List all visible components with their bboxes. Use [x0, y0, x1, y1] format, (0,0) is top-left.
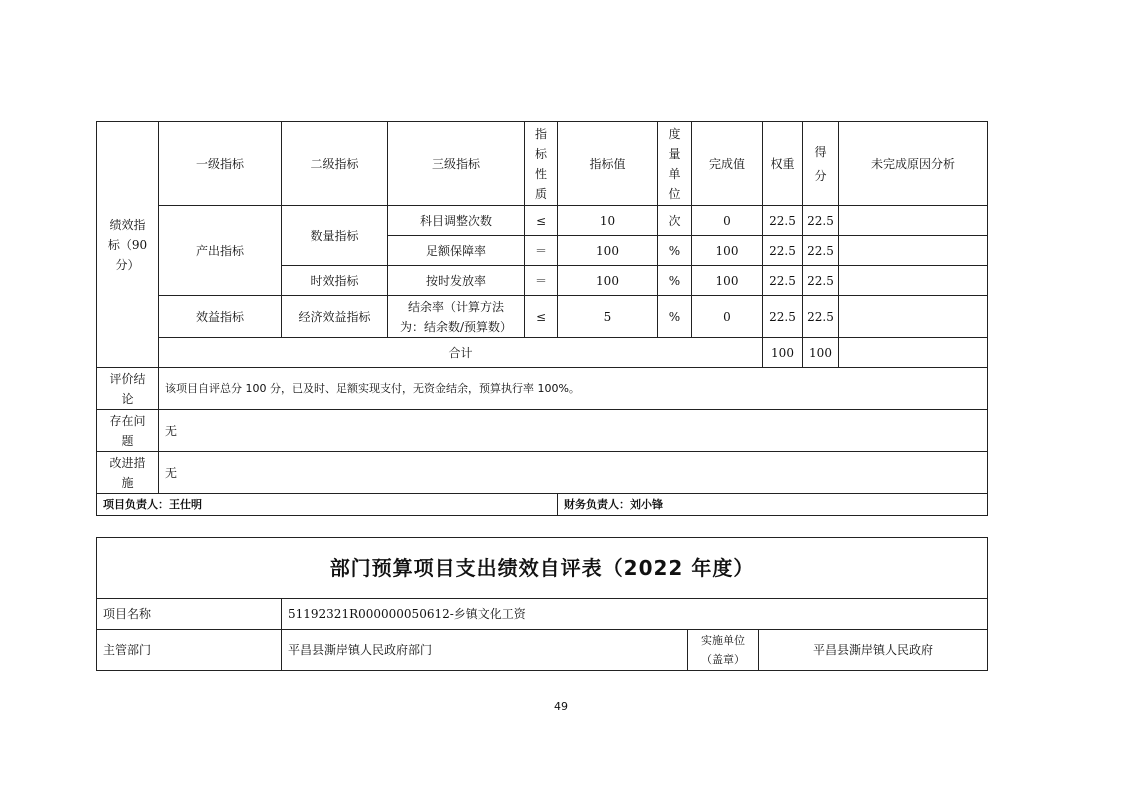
- row-indicator: 结余率（计算方法为：结余数/预算数）: [388, 296, 525, 338]
- measures-text: 无: [159, 452, 988, 494]
- section-label: 绩效指标（90分）: [97, 122, 159, 368]
- conclusion-label: 评价结论: [97, 368, 159, 410]
- group-quantity: 数量指标: [282, 206, 388, 266]
- row-indicator: 科目调整次数: [388, 206, 525, 236]
- group-economic: 经济效益指标: [282, 296, 388, 338]
- project-name-row: [97, 599, 988, 630]
- row-indicator: 足额保障率: [388, 236, 525, 266]
- performance-indicator-table: [96, 121, 988, 516]
- row-unit: %: [658, 266, 692, 296]
- row-score: 22.5: [803, 206, 839, 236]
- row-actual: 100: [692, 266, 763, 296]
- header-score: 得分: [803, 122, 839, 206]
- header-level1: 一级指标: [159, 122, 282, 206]
- header-level2: 二级指标: [282, 122, 388, 206]
- total-score: 100: [803, 338, 839, 368]
- row-value: 100: [558, 266, 658, 296]
- row-actual: 100: [692, 236, 763, 266]
- row-nature: ≤: [525, 206, 558, 236]
- row-weight: 22.5: [763, 266, 803, 296]
- signature-row: [97, 494, 988, 516]
- impl-unit-value: 平昌县澌岸镇人民政府: [759, 630, 988, 671]
- row-score: 22.5: [803, 236, 839, 266]
- row-weight: 22.5: [763, 206, 803, 236]
- impl-unit-label: 实施单位 （盖章）: [688, 630, 759, 671]
- total-weight: 100: [763, 338, 803, 368]
- conclusion-row: [97, 368, 988, 410]
- table-row: [97, 296, 988, 338]
- header-reason: 未完成原因分析: [839, 122, 988, 206]
- page-number: 49: [554, 700, 568, 713]
- dept-label: 主管部门: [97, 630, 282, 671]
- form-title-row: [97, 538, 988, 599]
- header-actual: 完成值: [692, 122, 763, 206]
- table-row: [97, 206, 988, 236]
- problems-text: 无: [159, 410, 988, 452]
- row-weight: 22.5: [763, 236, 803, 266]
- header-value: 指标值: [558, 122, 658, 206]
- row-score: 22.5: [803, 266, 839, 296]
- measures-row: [97, 452, 988, 494]
- form-title: 部门预算项目支出绩效自评表（2022 年度）: [97, 538, 988, 599]
- group-timeliness: 时效指标: [282, 266, 388, 296]
- row-value: 10: [558, 206, 658, 236]
- row-weight: 22.5: [763, 296, 803, 338]
- row-reason: [839, 266, 988, 296]
- project-name-value: 51192321R000000050612-乡镇文化工资: [282, 599, 988, 630]
- problems-label: 存在问题: [97, 410, 159, 452]
- project-name-label: 项目名称: [97, 599, 282, 630]
- measures-label: 改进措施: [97, 452, 159, 494]
- department-row: [97, 630, 988, 671]
- row-reason: [839, 296, 988, 338]
- project-lead: 项目负责人：王仕明: [97, 494, 558, 516]
- row-unit: %: [658, 296, 692, 338]
- header-weight: 权重: [763, 122, 803, 206]
- total-row: [97, 338, 988, 368]
- group-output: 产出指标: [159, 206, 282, 296]
- group-benefit: 效益指标: [159, 296, 282, 338]
- problems-row: [97, 410, 988, 452]
- header-unit: 度量单位: [658, 122, 692, 206]
- self-evaluation-form: [96, 537, 988, 671]
- finance-lead: 财务负责人：刘小锋: [558, 494, 988, 516]
- conclusion-text: 该项目自评总分 100 分，已及时、足额实现支付，无资金结余，预算执行率 100%。: [159, 368, 988, 410]
- header-nature: 指标性质: [525, 122, 558, 206]
- row-actual: 0: [692, 296, 763, 338]
- row-nature: ＝: [525, 236, 558, 266]
- header-level3: 三级指标: [388, 122, 525, 206]
- row-unit: 次: [658, 206, 692, 236]
- row-reason: [839, 206, 988, 236]
- row-score: 22.5: [803, 296, 839, 338]
- total-reason: [839, 338, 988, 368]
- row-actual: 0: [692, 206, 763, 236]
- row-value: 5: [558, 296, 658, 338]
- row-nature: ≤: [525, 296, 558, 338]
- row-unit: %: [658, 236, 692, 266]
- header-row: [97, 122, 988, 206]
- row-reason: [839, 236, 988, 266]
- total-label: 合计: [159, 338, 763, 368]
- row-nature: ＝: [525, 266, 558, 296]
- dept-value: 平昌县澌岸镇人民政府部门: [282, 630, 688, 671]
- row-indicator: 按时发放率: [388, 266, 525, 296]
- row-value: 100: [558, 236, 658, 266]
